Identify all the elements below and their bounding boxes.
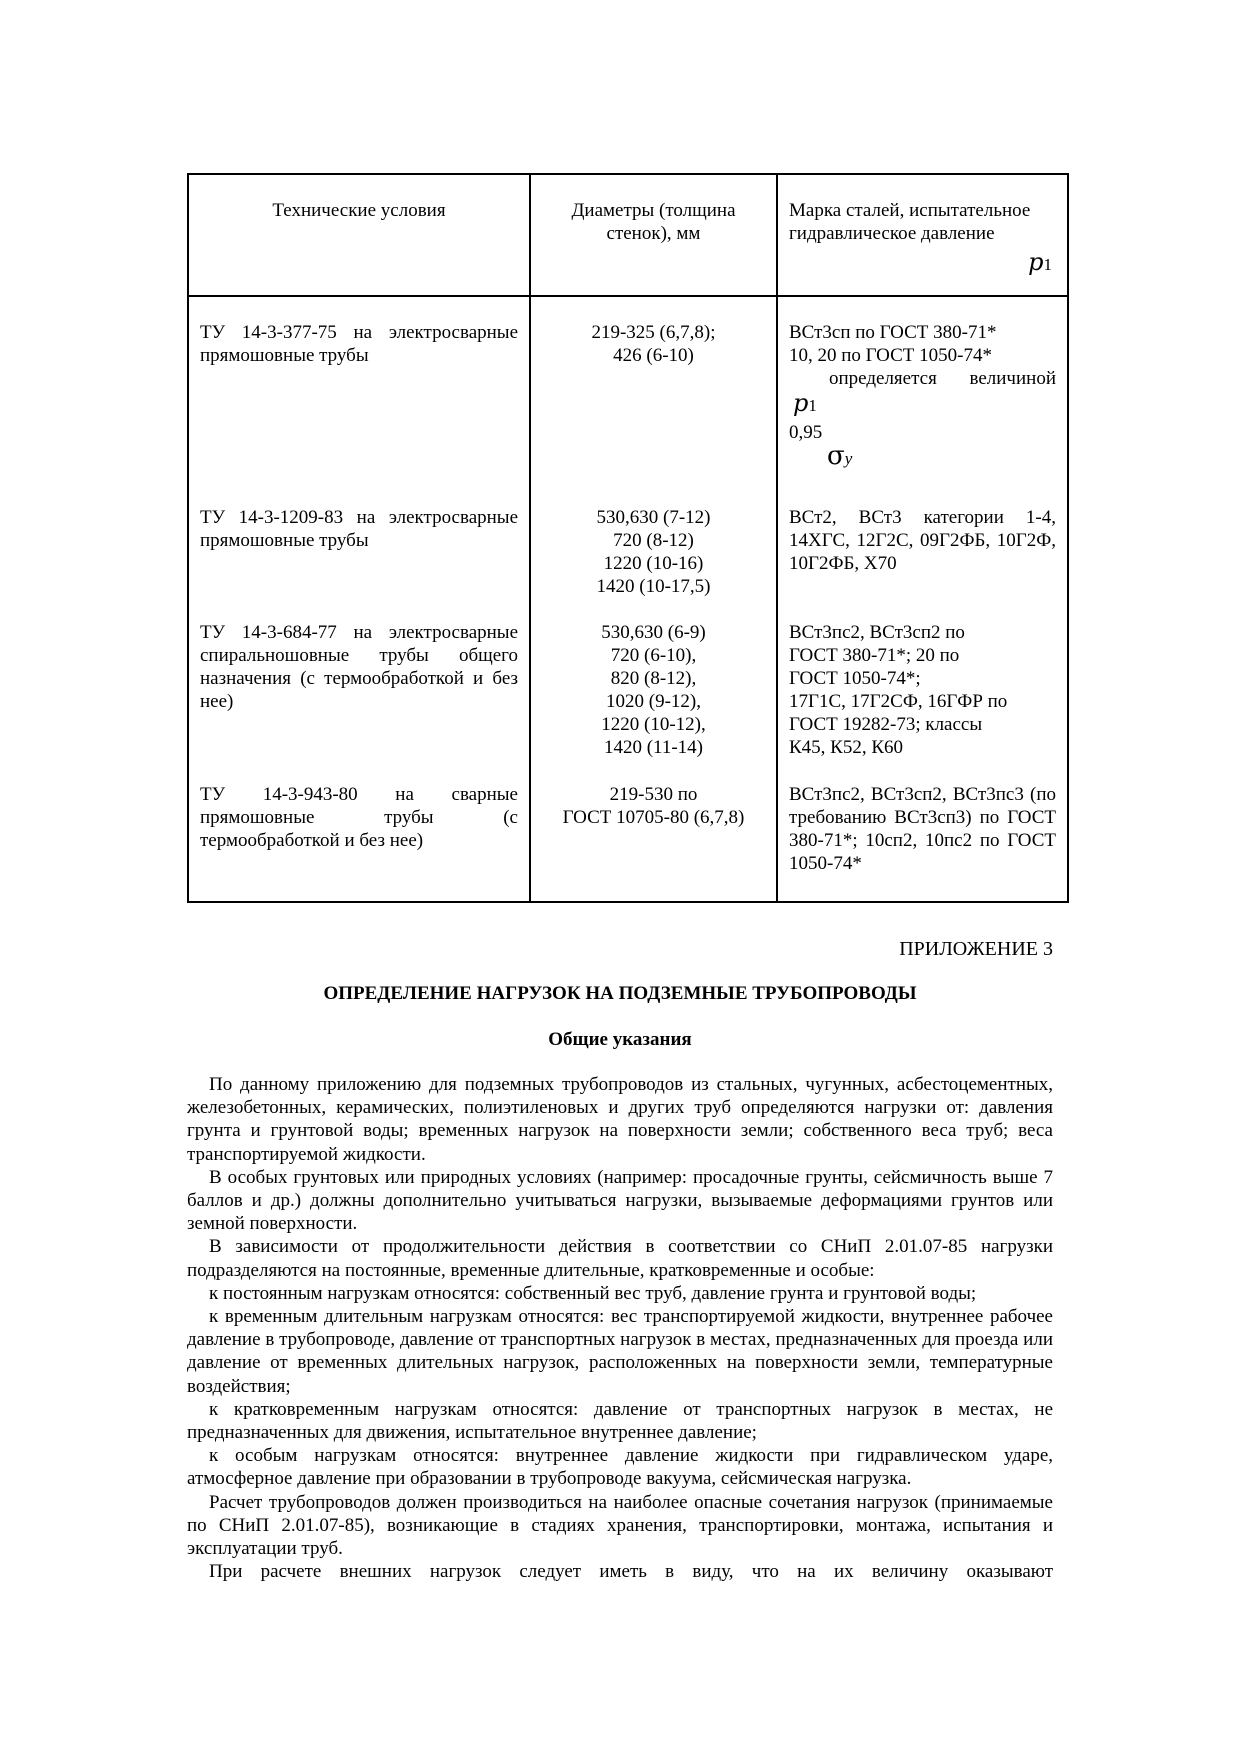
- paragraph: В особых грунтовых или природных условиях (например: просадочные грунты, сейсмичность выше 7 баллов и др.) должны дополнительно учитываться нагрузки, вызываемые деформациями грунтов или земной поверхности.: [187, 1166, 1053, 1235]
- row-spec: ТУ 14-3-684-77 на электросварные спиральношовные трубы общего назначения (с термообработкой и без нее): [188, 621, 530, 783]
- row-steel: ВСт3пс2, ВСт3сп2, ВСт3пс3 (по требованию ВСт3сп3) по ГОСТ 380-71*; 10сп2, 10пс2 по ГОСТ 1050-74*: [777, 783, 1068, 902]
- row-spec: ТУ 14-3-1209-83 на электросварные прямошовные трубы: [188, 506, 530, 621]
- yield-stress-symbol: σy: [827, 441, 853, 471]
- table-row: [188, 783, 1068, 902]
- row-spec: ТУ 14-3-943-80 на сварные прямошовные трубы (с термообработкой и без нее): [188, 783, 530, 902]
- table-header-row: [188, 174, 1068, 296]
- header-pressure-symbol: p1: [1028, 248, 1052, 276]
- paragraph: В зависимости от продолжительности действия в соответствии со СНиП 2.01.07-85 нагрузки подразделяются на постоянные, временные длительные, кратковременные и особые:: [187, 1236, 1053, 1281]
- steel-line: ВСт3сп по ГОСТ 380-71*: [789, 322, 997, 343]
- appendix-label: ПРИЛОЖЕНИЕ 3: [899, 938, 1053, 960]
- paragraph: к особым нагрузкам относятся: внутреннее давление жидкости при гидравлическом ударе, атмосферное давление при образовании в трубопроводе вакуума, сейсмическая нагрузка.: [187, 1445, 1053, 1490]
- header-diameters: Диаметры (толщина стенок), мм: [530, 174, 777, 296]
- paragraph: При расчете внешних нагрузок следует иметь в виду, что на их величину оказывают: [209, 1561, 1053, 1583]
- header-steel-grade: [777, 174, 1068, 296]
- row-diameters: 530,630 (7-12) 720 (8-12) 1220 (10-16) 1420 (10-17,5): [530, 506, 777, 621]
- coefficient: 0,95: [789, 422, 823, 443]
- steel-line: определяется величиной: [829, 368, 1056, 389]
- row-spec: ТУ 14-3-377-75 на электросварные прямошовные трубы: [188, 296, 530, 506]
- paragraph: Расчет трубопроводов должен производиться на наиболее опасные сочетания нагрузок (принимаемые по СНиП 2.01.07-85), возникающие в стадиях хранения, транспортировки, монтажа, испытания и эксплуатации труб.: [187, 1491, 1053, 1560]
- header-steel-grade-text: Марка сталей, испытательное гидравлическое давление: [789, 200, 1031, 244]
- row-steel: [777, 296, 1068, 506]
- paragraph: к кратковременным нагрузкам относятся: давление от транспортных нагрузок в местах, не предназначенных для движения, испытательное внутреннее давление;: [187, 1398, 1053, 1444]
- header-technical-conditions: Технические условия: [188, 174, 530, 296]
- row-diameters: 219-325 (6,7,8); 426 (6-10): [530, 296, 777, 506]
- body-text: [187, 1073, 1053, 1583]
- row-steel: ВСт2, ВСт3 категории 1-4, 14ХГС, 12Г2С, 09Г2ФБ, 10Г2Ф, 10Г2ФБ, Х70: [777, 506, 1068, 621]
- table-row: [188, 506, 1068, 621]
- table-row: [188, 296, 1068, 506]
- row-steel: ВСт3пс2, ВСт3сп2 по ГОСТ 380-71*; 20 по ГОСТ 1050-74*; 17Г1С, 17Г2СФ, 16ГФР по ГОСТ 19282-73; классы К45, К52, К60: [777, 621, 1068, 783]
- pipe-specs-table: [187, 173, 1069, 903]
- section-subtitle: Общие указания: [548, 1029, 692, 1050]
- row-diameters: 530,630 (6-9) 720 (6-10), 820 (8-12), 1020 (9-12), 1220 (10-12), 1420 (11-14): [530, 621, 777, 783]
- steel-line: 10, 20 по ГОСТ 1050-74*: [789, 345, 992, 366]
- table-row: [188, 621, 1068, 783]
- appendix-title: ОПРЕДЕЛЕНИЕ НАГРУЗОК НА ПОДЗЕМНЫЕ ТРУБОПРОВОДЫ: [323, 983, 917, 1004]
- row-diameters: 219-530 по ГОСТ 10705-80 (6,7,8): [530, 783, 777, 902]
- pressure-symbol: p1: [793, 389, 817, 417]
- paragraph: По данному приложению для подземных трубопроводов из стальных, чугунных, асбестоцементных, железобетонных, керамических, полиэтиленовых и других труб определяются нагрузки от: давления грунта и грунтовой воды; временных нагрузок на поверхности земли; собственного веса труб; веса транспортируемой жидкости.: [187, 1074, 1053, 1165]
- paragraph: к постоянным нагрузкам относятся: собственный вес труб, давление грунта и грунтовой воды;: [209, 1282, 977, 1304]
- paragraph: к временным длительным нагрузкам относятся: вес транспортируемой жидкости, внутреннее рабочее давление в трубопроводе, давление от транспортных нагрузок в местах, предназначенных для проезда или давление от временных длительных нагрузок, расположенных на поверхности земли, температурные воздействия;: [187, 1306, 1053, 1397]
